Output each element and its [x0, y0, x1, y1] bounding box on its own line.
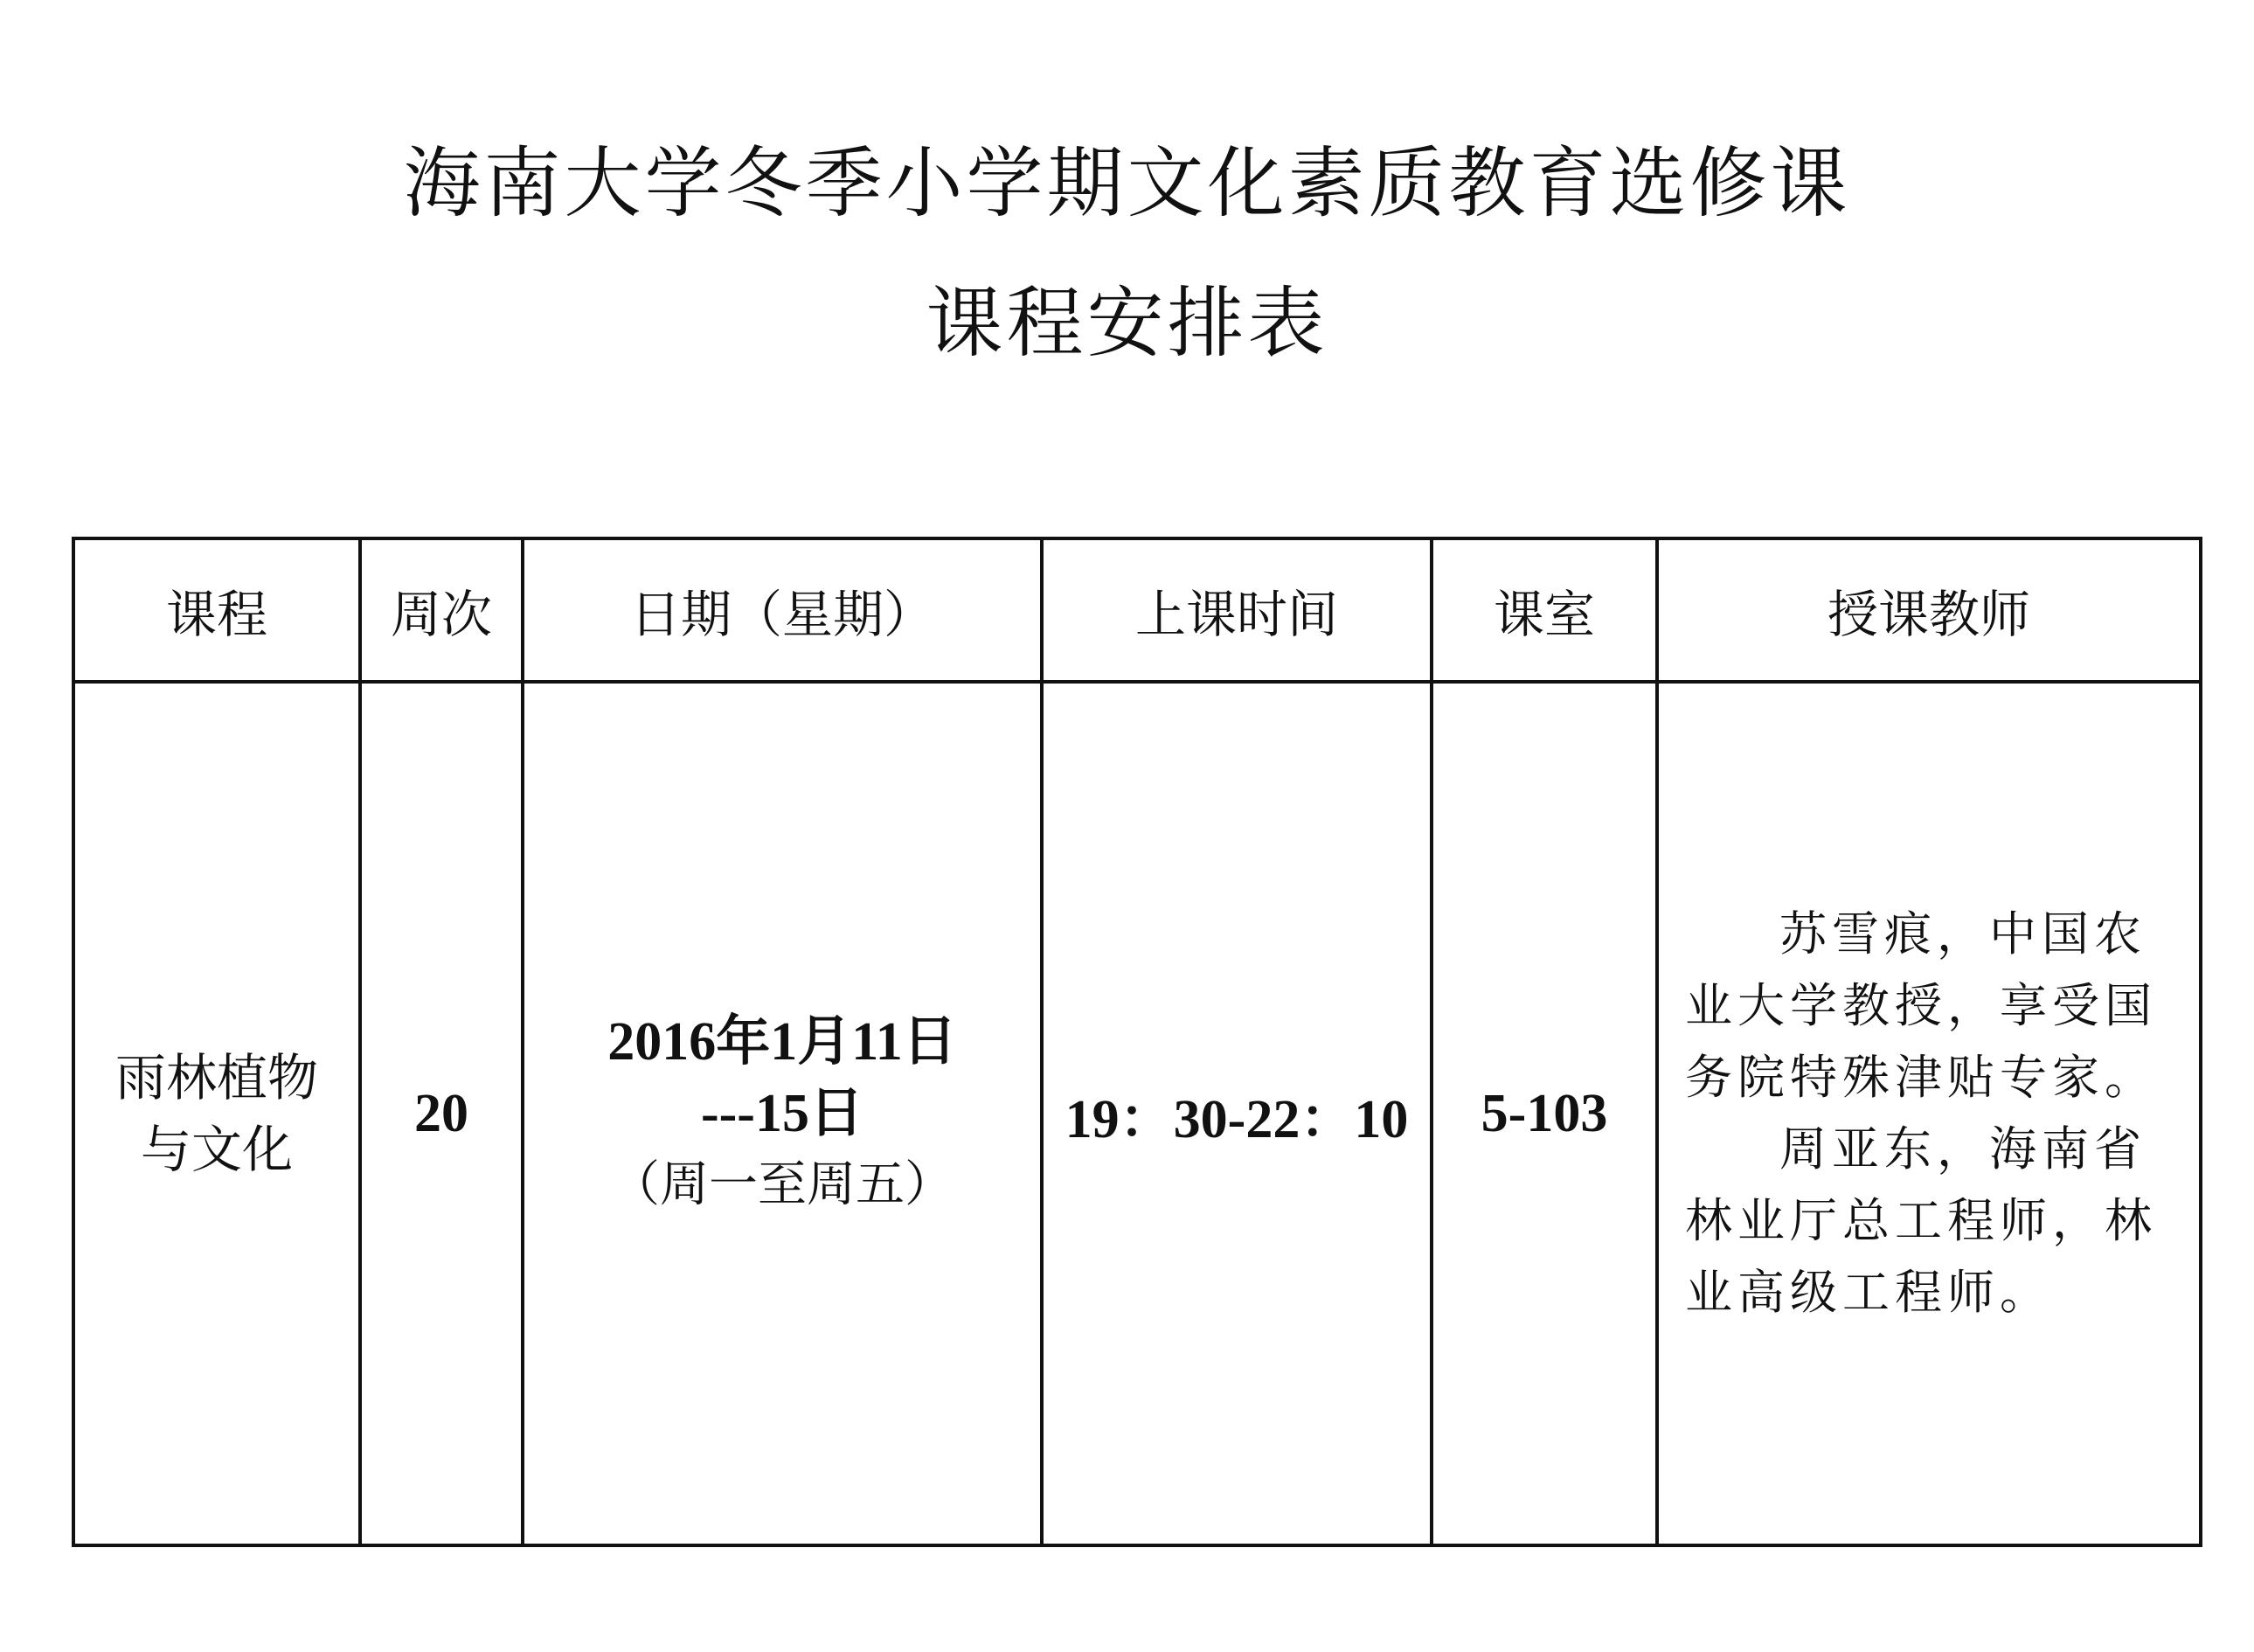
date-range-end: ---15日: [701, 1084, 863, 1143]
time-cell: 19：30-22：10: [1042, 682, 1432, 1545]
document-title: 海南大学冬季小学期文化素质教育选修课: [403, 138, 1851, 228]
table-row: [73, 682, 2201, 1545]
date-cell: [523, 682, 1042, 1545]
week-cell: 20: [360, 682, 523, 1545]
date-weekdays: （周一至周五）: [611, 1156, 954, 1213]
course-name-line1: 雨林植物: [114, 1048, 318, 1107]
header-date: 日期（星期）: [523, 538, 1042, 682]
schedule-table: [72, 537, 2202, 1547]
table-header-row: [73, 538, 2201, 682]
header-course: 课程: [73, 538, 360, 682]
header-room: 课室: [1432, 538, 1657, 682]
teacher-cell: [1657, 682, 2201, 1545]
teacher-bio-2: 周亚东，海南省林业厅总工程师，林业高级工程师。: [1685, 1121, 2157, 1320]
header-week: 周次: [360, 538, 523, 682]
course-cell: [73, 682, 360, 1545]
date-range-start: 2016年1月11日: [607, 1012, 957, 1072]
document-subtitle: 课程安排表: [926, 278, 1328, 368]
course-name-line2: 与文化: [140, 1120, 293, 1179]
teacher-bio-1: 苏雪痕，中国农业大学教授，享受国务院特殊津贴专家。: [1685, 906, 2157, 1105]
header-time: 上课时间: [1042, 538, 1432, 682]
room-cell: 5-103: [1432, 682, 1657, 1545]
header-teacher: 授课教师: [1657, 538, 2201, 682]
